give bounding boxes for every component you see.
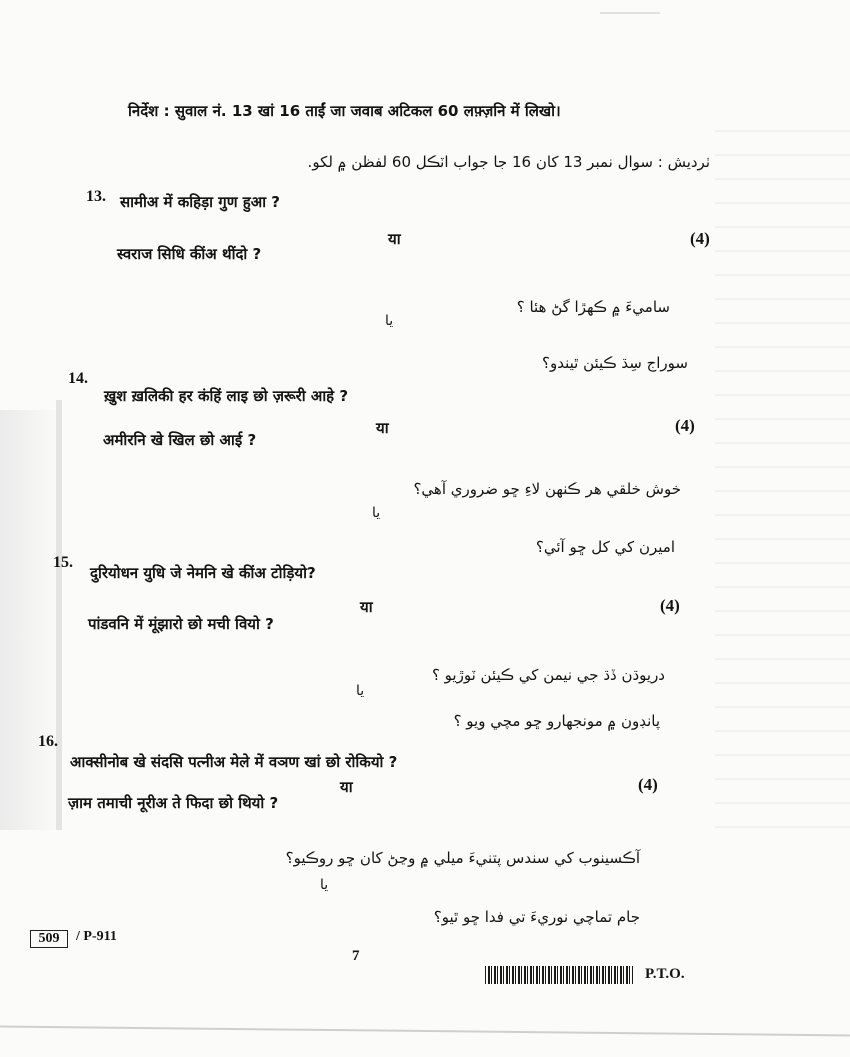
question-urdu-1: خوش خلقي هر ڪنهن لاءِ ڇو ضروري آهي؟: [413, 480, 681, 498]
or-label: या: [388, 230, 401, 248]
question-urdu-1: آڪسينوب کي سندس پتنيءَ ميلي ۾ وڃڻ کان ڇو روڪيو؟: [285, 849, 640, 867]
question-hindi-2: पांडवनि में मूंझारो छो मची वियो ?: [88, 615, 274, 633]
instruction-hindi: निर्देश : सुवाल नं. 13 खां 16 ताईं जा जवाब अटिकल 60 लफ़्ज़नि में लिखो।: [128, 102, 561, 120]
or-label: या: [360, 598, 373, 616]
page-number: 7: [352, 948, 360, 964]
marks-label: (4): [675, 416, 695, 435]
scan-speck: [600, 12, 660, 14]
paper-code: / P-911: [76, 929, 117, 944]
paper-code-box: [30, 930, 68, 948]
or-label-urdu: يا: [356, 683, 365, 699]
question-hindi-2: स्वराज सिधि कींअ थींदो ?: [117, 245, 262, 263]
bleed-through-text: [715, 130, 850, 850]
or-label: या: [340, 778, 353, 796]
scan-shadow-strip: [56, 400, 62, 830]
marks-label: (4): [660, 596, 680, 615]
question-urdu-1: دريوڌن ڏڌ جي نيمن کي ڪيئن ٽوڙيو ؟: [431, 666, 665, 684]
marks-label: (4): [690, 229, 710, 248]
or-label: या: [376, 419, 389, 437]
or-label-urdu: يا: [385, 313, 394, 329]
or-label-urdu: يا: [372, 505, 381, 521]
question-urdu-1: ساميءَ ۾ ڪهڙا گڻ هئا ؟: [516, 298, 670, 316]
question-number: 13.: [86, 188, 106, 205]
question-hindi-2: अमीरनि खे खिल छो आई ?: [103, 431, 257, 449]
bottom-rule: [0, 1026, 850, 1037]
paper-code-box-label: 509: [38, 931, 60, 946]
question-number: 14.: [68, 370, 88, 387]
question-hindi-1: दुरियोधन युधि जे नेमनि खे कींअ टोड़ियो?: [90, 564, 316, 582]
scan-shadow: [0, 410, 62, 830]
instruction-urdu: ٺرديش : سوال نمبر 13 کان 16 جا جواب اٽڪل 60 لفظن ۾ لکو.: [307, 153, 710, 171]
question-urdu-2: جام تماچي نوريءَ تي فدا ڇو ٿيو؟: [433, 908, 640, 926]
or-label-urdu: يا: [320, 877, 329, 893]
question-urdu-2: پانڊون ۾ مونجهارو ڇو مچي ويو ؟: [453, 712, 660, 730]
question-hindi-1: आक्सीनोब खे संदसि पत्नीअ मेले में वञण खां छो रोकियो ?: [70, 753, 398, 771]
question-hindi-2: ज़ाम तमाची नूरीअ ते फिदा छो थियो ?: [68, 794, 279, 812]
question-urdu-2: سوراج سِڌ ڪيئن ٿيندو؟: [542, 354, 688, 372]
question-hindi-1: ख़ुश ख़लिकी हर कंहिं लाइ छो ज़रूरी आहे ?: [104, 387, 349, 405]
pto-label: P.T.O.: [645, 966, 685, 982]
barcode: [485, 966, 633, 984]
marks-label: (4): [638, 775, 658, 794]
question-number: 16.: [38, 733, 58, 750]
question-hindi-1: सामीअ में कहिड़ा गुण हुआ ?: [120, 193, 280, 211]
question-urdu-2: اميرن کي کل ڇو آئي؟: [535, 538, 675, 556]
question-number: 15.: [53, 554, 73, 571]
